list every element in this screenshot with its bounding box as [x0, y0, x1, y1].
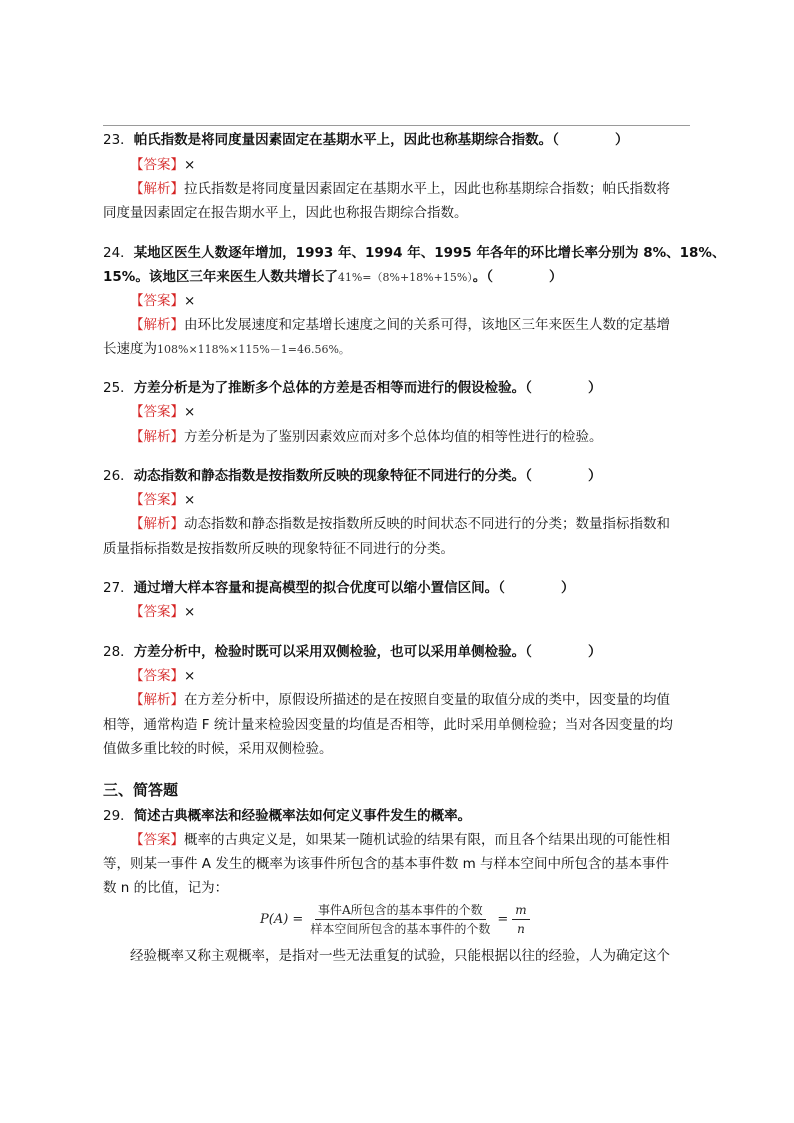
analysis-24: [130, 313, 670, 337]
analysis-text: 动态指数和静态指数是按指数所反映的时间状态不同进行的分类；数量指标指数和: [184, 516, 670, 532]
answer-text: 等，则某一事件 A 发生的概率为该事件所包含的基本事件数 m 与样本空间中所包含的基本事件: [103, 856, 670, 872]
analysis-23: [130, 177, 670, 201]
answer-label: 【答案】: [130, 832, 184, 848]
answer-label: 【答案】: [130, 604, 184, 620]
answer-26: [130, 488, 195, 512]
answer-29: [130, 828, 670, 852]
question-text: 某地区医生人数逐年增加，1993 年、1994 年、1995 年各年的环比增长率分别为 8%、18%、: [133, 245, 726, 261]
paren-close: ）: [549, 269, 563, 285]
question-text: 动态指数和静态指数是按指数所反映的现象特征不同进行的分类。（: [133, 468, 532, 484]
answer-23: [130, 153, 195, 177]
answer-value: ×: [184, 492, 196, 508]
paren-close: ）: [614, 132, 629, 148]
answer-label: 【答案】: [130, 404, 184, 420]
question-text: 15%。该地区三年来医生人数共增长了: [103, 269, 338, 285]
answer-24: [130, 289, 195, 313]
formula-denominator: 样本空间所包含的基本事件的个数: [310, 921, 491, 936]
analysis-text: 同度量因素固定在报告期水平上，因此也称报告期综合指数。: [103, 205, 468, 221]
analysis-text: 值做多重比较的时候，采用双侧检验。: [103, 741, 333, 757]
answer-value: ×: [184, 668, 196, 684]
question-28: [103, 640, 601, 664]
answer-label: 【答案】: [130, 492, 184, 508]
formula-fraction: [307, 902, 493, 937]
analysis-text: 在方差分析中，原假设所描述的是在按照自变量的取值分成的类中，因变量的均值: [184, 692, 670, 708]
answer-value: ×: [184, 404, 196, 420]
inline-formula: 41%=（8%+18%+15%）: [337, 271, 473, 284]
question-number: 25．: [103, 380, 134, 396]
question-number: 24．: [103, 245, 134, 261]
paren-close: ）: [587, 644, 602, 660]
answer-value: ×: [184, 604, 196, 620]
probability-formula: [260, 897, 534, 941]
question-29: [103, 804, 471, 828]
paren-close: ）: [587, 380, 602, 396]
analysis-label: 【解析】: [130, 181, 184, 197]
header-rule: [103, 125, 690, 126]
answer-text: 概率的古典定义是，如果某一随机试验的结果有限，而且各个结果出现的可能性相: [184, 832, 670, 848]
answer-28: [130, 664, 195, 688]
formula-numerator: 事件A所包含的基本事件的个数: [315, 902, 486, 920]
analysis-label: 【解析】: [130, 692, 184, 708]
answer-27: [130, 600, 195, 624]
question-number: 27．: [103, 580, 134, 596]
analysis-text: 长速度为: [103, 341, 157, 357]
answer-value: ×: [184, 293, 196, 309]
answer-label: 【答案】: [130, 157, 184, 173]
paren-open: 。（: [472, 269, 494, 285]
formula-m: m: [512, 902, 529, 920]
analysis-24-cont: [103, 337, 350, 362]
analysis-text: 质量指标指数是按指数所反映的现象特征不同进行的分类。: [103, 541, 454, 557]
analysis-text: 方差分析是为了鉴别因素效应而对多个总体均值的相等性进行的检验。: [184, 429, 603, 445]
question-number: 23．: [103, 132, 134, 148]
question-26: [103, 464, 601, 488]
answer-label: 【答案】: [130, 293, 184, 309]
answer-text: 数 n 的比值，记为：: [103, 880, 229, 896]
analysis-label: 【解析】: [130, 317, 184, 333]
question-25: [103, 376, 601, 400]
answer-label: 【答案】: [130, 668, 184, 684]
question-text: 方差分析中，检验时既可以采用双侧检验，也可以采用单侧检验。（: [133, 644, 532, 660]
analysis-text: 相等，通常构造 F 统计量来检验因变量的均值是否相等，此时采用单侧检验；当对各因变量的均: [103, 717, 673, 733]
analysis-text: 由环比发展速度和定基增长速度之间的关系可得，该地区三年来医生人数的定基增: [184, 317, 670, 333]
question-text: 简述古典概率法和经验概率法如何定义事件发生的概率。: [133, 808, 472, 824]
analysis-text: 拉氏指数是将同度量因素固定在基期水平上，因此也称基期综合指数；帕氏指数将: [184, 181, 670, 197]
formula-equals: =: [497, 911, 509, 927]
question-text: 通过增大样本容量和提高模型的拟合优度可以缩小置信区间。（: [133, 580, 505, 596]
paren-close: ）: [560, 580, 575, 596]
question-23: [103, 128, 628, 152]
formula-n: n: [517, 921, 525, 936]
analysis-label: 【解析】: [130, 429, 184, 445]
inline-formula: 108%×118%×115%－1=46.56%。: [157, 343, 350, 356]
question-24-cont: [103, 265, 563, 290]
analysis-label: 【解析】: [130, 516, 184, 532]
question-number: 28．: [103, 644, 134, 660]
question-number: 26．: [103, 468, 134, 484]
question-text: 方差分析是为了推断多个总体的方差是否相等而进行的假设检验。（: [133, 380, 532, 396]
analysis-26: [130, 512, 670, 536]
analysis-28: [130, 688, 670, 712]
formula-lhs: P(A) =: [260, 911, 304, 927]
question-24: [103, 241, 725, 265]
question-27: [103, 576, 574, 600]
answer-25: [130, 400, 195, 424]
formula-fraction-mn: [512, 902, 529, 937]
section-heading: 三、简答题: [103, 781, 179, 799]
question-number: 29．: [103, 808, 134, 824]
answer-text: 经验概率又称主观概率，是指对一些无法重复的试验，只能根据以往的经验，人为确定这个: [130, 948, 670, 964]
answer-value: ×: [184, 157, 196, 173]
question-text: 帕氏指数是将同度量因素固定在基期水平上，因此也称基期综合指数。（: [133, 132, 559, 148]
paren-close: ）: [587, 468, 602, 484]
analysis-25: [130, 425, 603, 449]
